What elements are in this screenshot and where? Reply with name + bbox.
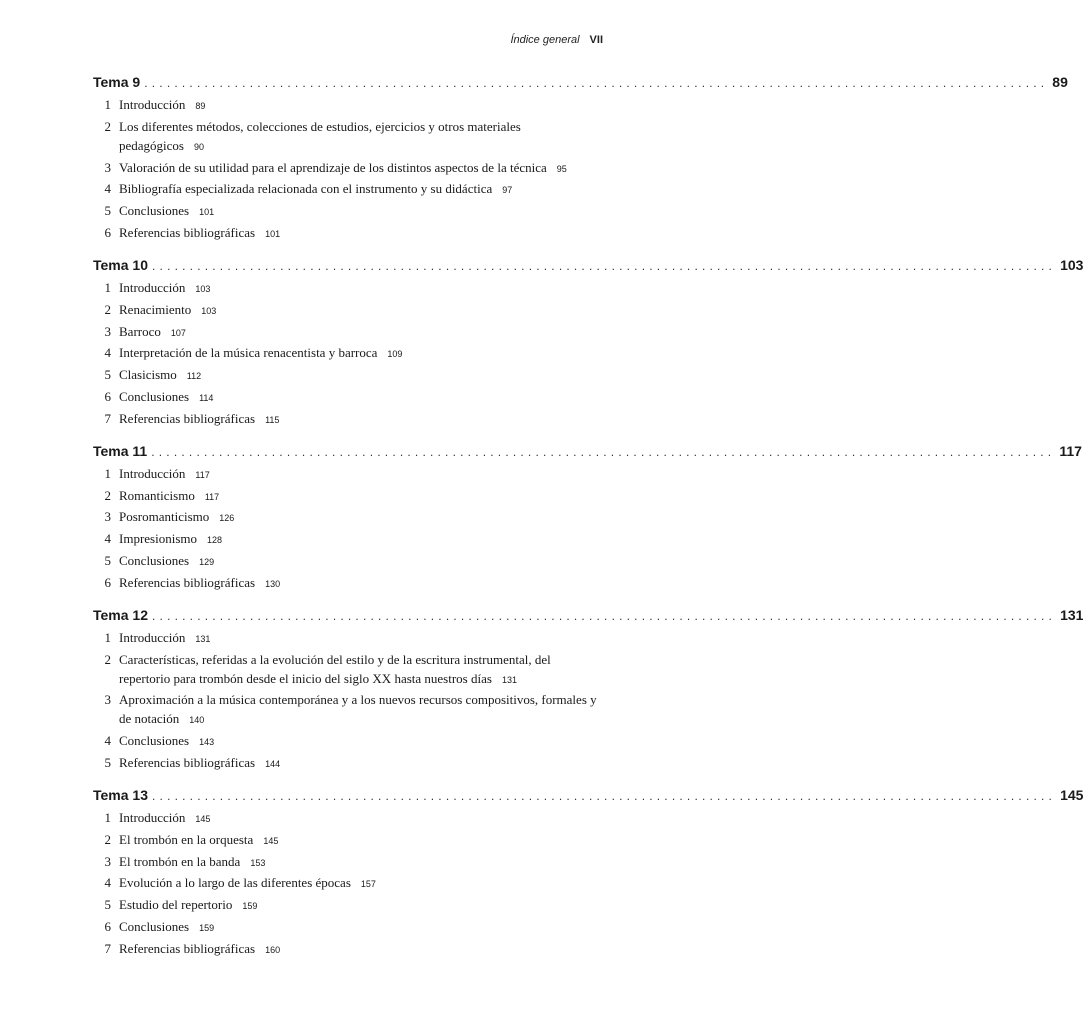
- entry-title: Introducción: [119, 279, 186, 295]
- entry-page-number: 107: [170, 327, 186, 338]
- entry-title: Referencias bibliográficas: [119, 574, 256, 590]
- entry-body: [119, 650, 605, 690]
- entry-page-number: 103: [201, 305, 217, 316]
- entry-title: Introducción: [119, 809, 186, 825]
- entry-number: 6: [104, 224, 111, 240]
- entry-body: [119, 895, 605, 916]
- entry-page-number: 90: [193, 141, 204, 152]
- dot-leader: ........................................................................................................................: [152, 788, 1057, 803]
- entry-page-number: 115: [265, 414, 280, 425]
- dot-leader: ........................................................................................................................: [152, 258, 1057, 273]
- entry-title: Posromanticismo: [119, 509, 210, 525]
- toc-entry[interactable]: [93, 486, 605, 507]
- toc-entry[interactable]: [93, 300, 605, 321]
- entry-page-number: 153: [250, 857, 266, 868]
- entry-title: Conclusiones: [119, 552, 190, 568]
- toc-entry[interactable]: [93, 158, 605, 179]
- entry-title: Romanticismo: [119, 487, 195, 503]
- entry-title: Impresionismo: [119, 531, 197, 547]
- entry-page-number: 145: [263, 835, 279, 846]
- entry-title: Referencias bibliográficas: [119, 224, 256, 240]
- entry-number: 5: [104, 367, 111, 383]
- entry-title: Clasicismo: [119, 367, 177, 383]
- toc-entry[interactable]: [93, 650, 605, 690]
- entry-number: 6: [104, 388, 111, 404]
- entry-number: 5: [104, 897, 111, 913]
- entry-page-number: 144: [265, 758, 281, 769]
- entry-body: [119, 507, 605, 528]
- entry-body: [119, 179, 605, 200]
- entry-body: [119, 690, 605, 730]
- entry-title: Evolución a lo largo de las diferentes épocas: [119, 875, 351, 891]
- entry-body: [119, 365, 605, 386]
- header-section-title: Índice general: [510, 34, 580, 46]
- entry-title: Barroco: [119, 323, 161, 339]
- entry-page-number: 112: [186, 371, 202, 382]
- tema-heading[interactable]: [93, 442, 1082, 464]
- entry-page-number: 159: [199, 922, 215, 933]
- tema-page-number: 117: [1059, 442, 1082, 459]
- entry-title: Valoración de su utilidad para el aprendizaje de los distintos aspectos de la técnica: [119, 159, 547, 175]
- toc-entry[interactable]: [93, 939, 605, 960]
- toc-entry[interactable]: [93, 573, 605, 594]
- entry-list: [93, 95, 605, 244]
- entry-page-number: 126: [219, 513, 235, 524]
- dot-leader: ........................................................................................................................: [152, 608, 1057, 623]
- entry-title: Bibliografía especializada relacionada con el instrumento y su didáctica: [119, 181, 493, 197]
- entry-page-number: 97: [502, 185, 513, 196]
- entry-number: 2: [104, 118, 111, 134]
- entry-page-number: 145: [195, 813, 211, 824]
- dot-leader: ........................................................................................................................: [151, 444, 1056, 459]
- entry-body: [119, 628, 605, 649]
- entry-body: [119, 830, 605, 851]
- entry-body: [119, 387, 605, 408]
- entry-number: 3: [104, 323, 111, 339]
- entry-number: 1: [104, 97, 111, 112]
- entry-body: [119, 917, 605, 938]
- entry-body: [119, 158, 605, 179]
- entry-title: Los diferentes métodos, colecciones de estudios, ejercicios y otros materiales pedagógicos: [119, 118, 521, 153]
- tema-heading[interactable]: [93, 786, 1083, 808]
- tema-title: Tema 9: [93, 74, 141, 90]
- entry-page-number: 95: [556, 163, 567, 174]
- entry-body: [119, 322, 605, 343]
- entry-body: [119, 873, 605, 894]
- toc-entry[interactable]: [93, 852, 605, 873]
- entry-body: [119, 409, 605, 430]
- entry-list: [93, 628, 605, 774]
- entry-number: 4: [104, 345, 111, 361]
- tema-section: [93, 74, 1068, 244]
- entry-number: 3: [104, 692, 111, 708]
- toc-entry[interactable]: [93, 223, 605, 244]
- entry-title: Características, referidas a la evolución del estilo y de la escritura instrumental, del repertorio para trombón desde el inicio del siglo XX hasta nuestros días: [119, 651, 551, 686]
- toc-entry[interactable]: [93, 507, 605, 528]
- entry-title: El trombón en la orquesta: [119, 831, 254, 847]
- header-page-number: VII: [589, 34, 603, 46]
- tema-page-number: 145: [1060, 786, 1083, 803]
- entry-body: [119, 852, 605, 873]
- entry-page-number: 129: [199, 556, 215, 567]
- toc-entry[interactable]: [93, 365, 605, 386]
- tema-title: Tema 12: [93, 606, 148, 623]
- entry-body: [119, 95, 605, 116]
- entry-title: El trombón en la banda: [119, 853, 241, 869]
- tema-page-number: 131: [1060, 606, 1083, 623]
- entry-title: Conclusiones: [119, 733, 190, 749]
- entry-list: [93, 278, 605, 430]
- entry-page-number: 159: [242, 901, 258, 912]
- tema-section: [93, 786, 1083, 960]
- tema-heading[interactable]: [93, 74, 1068, 95]
- entry-list: [93, 464, 605, 594]
- entry-page-number: 109: [387, 349, 403, 360]
- entry-title: Introducción: [119, 465, 186, 481]
- entry-body: [119, 300, 605, 321]
- entry-body: [119, 939, 605, 960]
- toc-entry[interactable]: [93, 628, 605, 649]
- entry-number: 3: [104, 509, 111, 525]
- entry-body: [119, 223, 605, 244]
- entry-number: 6: [104, 574, 111, 590]
- entry-number: 1: [104, 279, 111, 295]
- entry-page-number: 130: [265, 578, 281, 589]
- entry-title: Referencias bibliográficas: [119, 940, 256, 956]
- entry-body: [119, 201, 605, 222]
- tema-page-number: 89: [1052, 74, 1068, 90]
- entry-page-number: 131: [195, 633, 211, 644]
- entry-title: Conclusiones: [119, 388, 190, 404]
- entry-title: Estudio del repertorio: [119, 897, 233, 913]
- toc-entry[interactable]: [93, 95, 605, 116]
- entry-page-number: 117: [204, 491, 220, 502]
- entry-title: Referencias bibliográficas: [119, 754, 256, 770]
- tema-heading[interactable]: [93, 606, 1083, 628]
- entry-number: 4: [104, 181, 111, 197]
- entry-page-number: 140: [189, 715, 205, 726]
- entry-title: Introducción: [119, 97, 186, 112]
- toc-entry[interactable]: [93, 179, 605, 200]
- entry-number: 3: [104, 853, 111, 869]
- toc-entry[interactable]: [93, 808, 605, 829]
- toc-entry[interactable]: [93, 753, 605, 774]
- toc-entry[interactable]: [93, 551, 605, 572]
- tema-section: [93, 256, 1083, 430]
- entry-number: 4: [104, 733, 111, 749]
- entry-body: [119, 464, 605, 485]
- tema-title: Tema 13: [93, 786, 148, 803]
- toc-entry[interactable]: [93, 690, 605, 730]
- toc-entry[interactable]: [93, 464, 605, 485]
- toc-entry[interactable]: [93, 917, 605, 938]
- entry-title: Referencias bibliográficas: [119, 410, 256, 426]
- entry-title: Conclusiones: [119, 203, 190, 219]
- entry-number: 4: [104, 875, 111, 891]
- entry-page-number: 157: [360, 879, 376, 890]
- toc-entry[interactable]: [93, 322, 605, 343]
- entry-title: Renacimiento: [119, 301, 192, 317]
- tema-heading[interactable]: [93, 256, 1083, 278]
- entry-body: [119, 551, 605, 572]
- entry-body: [119, 278, 605, 299]
- tema-section: [93, 442, 1082, 594]
- entry-page-number: 117: [195, 469, 210, 480]
- toc-entry[interactable]: [93, 343, 605, 364]
- toc-entry[interactable]: [93, 387, 605, 408]
- entry-body: [119, 117, 605, 157]
- entry-body: [119, 486, 605, 507]
- entry-body: [119, 529, 605, 550]
- entry-page-number: 103: [195, 283, 211, 294]
- entry-body: [119, 731, 605, 752]
- entry-number: 5: [104, 203, 111, 219]
- entry-page-number: 101: [199, 207, 215, 218]
- entry-number: 1: [104, 465, 111, 481]
- tema-title: Tema 10: [93, 256, 148, 273]
- tema-section: [93, 606, 1083, 774]
- tema-page-number: 103: [1060, 256, 1083, 273]
- toc-entry[interactable]: [93, 873, 605, 894]
- toc-entry[interactable]: [93, 278, 605, 299]
- toc-entry[interactable]: [93, 830, 605, 851]
- entry-body: [119, 343, 605, 364]
- entry-number: 7: [104, 940, 111, 956]
- entry-number: 1: [104, 809, 111, 825]
- toc-entry[interactable]: [93, 895, 605, 916]
- tema-title: Tema 11: [93, 442, 148, 459]
- entry-number: 5: [104, 552, 111, 568]
- entry-number: 2: [104, 831, 111, 847]
- entry-body: [119, 808, 605, 829]
- entry-page-number: 131: [501, 674, 517, 685]
- entry-page-number: 143: [199, 737, 215, 748]
- entry-page-number: 160: [265, 944, 281, 955]
- toc-entry[interactable]: [93, 201, 605, 222]
- entry-number: 2: [104, 301, 111, 317]
- toc-entry[interactable]: [93, 529, 605, 550]
- toc-entry[interactable]: [93, 117, 605, 157]
- entry-title: Conclusiones: [119, 918, 190, 934]
- entry-body: [119, 753, 605, 774]
- entry-number: 3: [104, 159, 111, 175]
- entry-number: 1: [104, 629, 111, 645]
- entry-list: [93, 808, 605, 960]
- running-header: [510, 34, 603, 46]
- entry-page-number: 89: [195, 101, 206, 111]
- entry-number: 7: [104, 410, 111, 426]
- table-of-contents: [93, 74, 1083, 973]
- entry-number: 6: [104, 918, 111, 934]
- entry-page-number: 128: [207, 535, 223, 546]
- entry-title: Aproximación a la música contemporánea y a los nuevos recursos compositivos, formales y de notación: [119, 692, 597, 727]
- entry-number: 4: [104, 531, 111, 547]
- entry-number: 5: [104, 754, 111, 770]
- toc-entry[interactable]: [93, 409, 605, 430]
- entry-body: [119, 573, 605, 594]
- entry-page-number: 101: [265, 228, 281, 239]
- toc-entry[interactable]: [93, 731, 605, 752]
- dot-leader: ........................................................................................................................: [144, 76, 1049, 90]
- entry-title: Introducción: [119, 629, 186, 645]
- entry-number: 2: [104, 487, 111, 503]
- entry-number: 2: [104, 651, 111, 667]
- entry-page-number: 114: [199, 392, 214, 403]
- entry-title: Interpretación de la música renacentista y barroca: [119, 345, 378, 361]
